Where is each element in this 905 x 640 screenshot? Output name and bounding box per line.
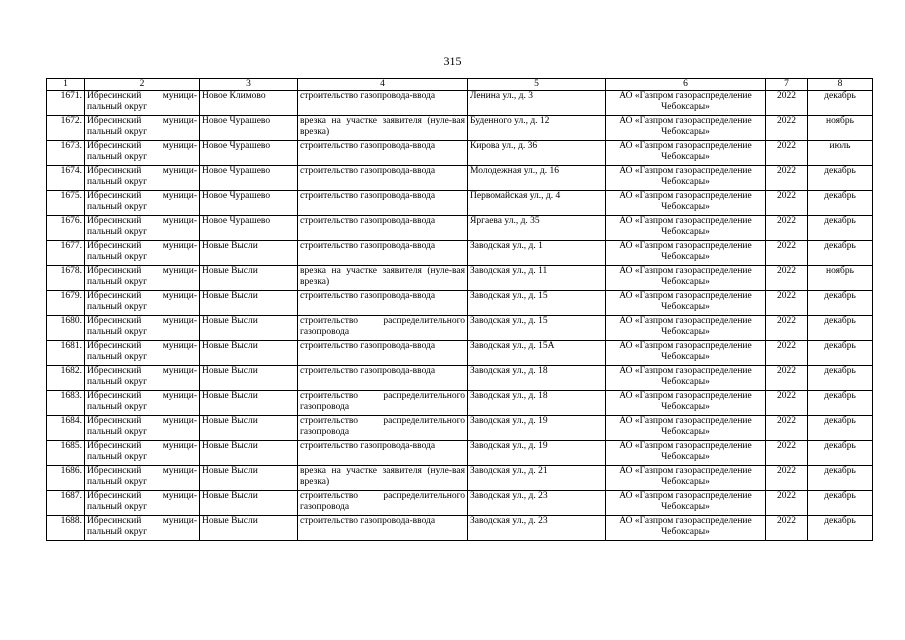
year-cell: 2022 bbox=[766, 116, 808, 141]
work-type-cell: строительство газопровода-ввода bbox=[298, 91, 468, 116]
table-row bbox=[47, 491, 873, 516]
address-cell: Заводская ул., д. 18 bbox=[468, 366, 606, 391]
row-number: 1681. bbox=[47, 341, 85, 366]
settlement-cell: Новое Климово bbox=[200, 91, 298, 116]
month-cell: декабрь bbox=[808, 341, 873, 366]
table-row bbox=[47, 291, 873, 316]
year-cell: 2022 bbox=[766, 491, 808, 516]
column-header: 4 bbox=[298, 79, 468, 91]
column-header: 2 bbox=[85, 79, 200, 91]
work-type-cell: строительство газопровода-ввода bbox=[298, 216, 468, 241]
district-cell: Ибресинский муници-пальный округ bbox=[85, 441, 200, 466]
settlement-cell: Новое Чурашево bbox=[200, 216, 298, 241]
row-number: 1678. bbox=[47, 266, 85, 291]
row-number: 1682. bbox=[47, 366, 85, 391]
settlement-cell: Новые Высли bbox=[200, 441, 298, 466]
organization-cell: АО «Газпром газораспределение Чебоксары» bbox=[606, 141, 766, 166]
work-type-cell: строительство газопровода-ввода bbox=[298, 516, 468, 541]
settlement-cell: Новое Чурашево bbox=[200, 191, 298, 216]
month-cell: декабрь bbox=[808, 291, 873, 316]
year-cell: 2022 bbox=[766, 291, 808, 316]
organization-cell: АО «Газпром газораспределение Чебоксары» bbox=[606, 266, 766, 291]
address-cell: Заводская ул., д. 15 bbox=[468, 291, 606, 316]
row-number: 1687. bbox=[47, 491, 85, 516]
table-row bbox=[47, 391, 873, 416]
organization-cell: АО «Газпром газораспределение Чебоксары» bbox=[606, 366, 766, 391]
organization-cell: АО «Газпром газораспределение Чебоксары» bbox=[606, 466, 766, 491]
organization-cell: АО «Газпром газораспределение Чебоксары» bbox=[606, 166, 766, 191]
district-cell: Ибресинский муници-пальный округ bbox=[85, 116, 200, 141]
district-cell: Ибресинский муници-пальный округ bbox=[85, 316, 200, 341]
month-cell: декабрь bbox=[808, 166, 873, 191]
row-number: 1686. bbox=[47, 466, 85, 491]
table-row bbox=[47, 141, 873, 166]
table-row bbox=[47, 266, 873, 291]
work-type-cell: врезка на участке заявителя (нуле-вая врезка) bbox=[298, 466, 468, 491]
organization-cell: АО «Газпром газораспределение Чебоксары» bbox=[606, 241, 766, 266]
district-cell: Ибресинский муници-пальный округ bbox=[85, 341, 200, 366]
work-type-cell: строительство газопровода-ввода bbox=[298, 141, 468, 166]
district-cell: Ибресинский муници-пальный округ bbox=[85, 491, 200, 516]
table-row bbox=[47, 441, 873, 466]
address-cell: Заводская ул., д. 19 bbox=[468, 441, 606, 466]
row-number: 1672. bbox=[47, 116, 85, 141]
table-body bbox=[47, 91, 873, 541]
row-number: 1674. bbox=[47, 166, 85, 191]
address-cell: Заводская ул., д. 23 bbox=[468, 516, 606, 541]
address-cell: Заводская ул., д. 11 bbox=[468, 266, 606, 291]
year-cell: 2022 bbox=[766, 241, 808, 266]
settlement-cell: Новые Высли bbox=[200, 316, 298, 341]
year-cell: 2022 bbox=[766, 366, 808, 391]
organization-cell: АО «Газпром газораспределение Чебоксары» bbox=[606, 216, 766, 241]
column-header: 3 bbox=[200, 79, 298, 91]
table-row bbox=[47, 516, 873, 541]
settlement-cell: Новые Высли bbox=[200, 416, 298, 441]
table-row bbox=[47, 166, 873, 191]
district-cell: Ибресинский муници-пальный округ bbox=[85, 366, 200, 391]
month-cell: декабрь bbox=[808, 441, 873, 466]
settlement-cell: Новые Высли bbox=[200, 491, 298, 516]
settlement-cell: Новое Чурашево bbox=[200, 116, 298, 141]
year-cell: 2022 bbox=[766, 216, 808, 241]
table-row bbox=[47, 416, 873, 441]
year-cell: 2022 bbox=[766, 316, 808, 341]
work-type-cell: строительство газопровода-ввода bbox=[298, 291, 468, 316]
settlement-cell: Новые Высли bbox=[200, 266, 298, 291]
address-cell: Кирова ул., д. 36 bbox=[468, 141, 606, 166]
row-number: 1673. bbox=[47, 141, 85, 166]
year-cell: 2022 bbox=[766, 191, 808, 216]
work-type-cell: строительство газопровода-ввода bbox=[298, 341, 468, 366]
work-type-cell: строительство распределительного газопровода bbox=[298, 391, 468, 416]
column-header: 8 bbox=[808, 79, 873, 91]
district-cell: Ибресинский муници-пальный округ bbox=[85, 516, 200, 541]
row-number: 1671. bbox=[47, 91, 85, 116]
table-row bbox=[47, 116, 873, 141]
month-cell: декабрь bbox=[808, 466, 873, 491]
organization-cell: АО «Газпром газораспределение Чебоксары» bbox=[606, 291, 766, 316]
district-cell: Ибресинский муници-пальный округ bbox=[85, 466, 200, 491]
row-number: 1683. bbox=[47, 391, 85, 416]
table-row bbox=[47, 466, 873, 491]
settlement-cell: Новые Высли bbox=[200, 466, 298, 491]
year-cell: 2022 bbox=[766, 466, 808, 491]
organization-cell: АО «Газпром газораспределение Чебоксары» bbox=[606, 316, 766, 341]
work-type-cell: строительство газопровода-ввода bbox=[298, 191, 468, 216]
settlement-cell: Новое Чурашево bbox=[200, 141, 298, 166]
year-cell: 2022 bbox=[766, 391, 808, 416]
settlement-cell: Новые Высли bbox=[200, 366, 298, 391]
month-cell: декабрь bbox=[808, 491, 873, 516]
district-cell: Ибресинский муници-пальный округ bbox=[85, 141, 200, 166]
month-cell: декабрь bbox=[808, 191, 873, 216]
organization-cell: АО «Газпром газораспределение Чебоксары» bbox=[606, 391, 766, 416]
district-cell: Ибресинский муници-пальный округ bbox=[85, 241, 200, 266]
address-cell: Яргаева ул., д. 35 bbox=[468, 216, 606, 241]
year-cell: 2022 bbox=[766, 91, 808, 116]
column-number-row bbox=[47, 79, 873, 91]
work-type-cell: строительство распределительного газопровода bbox=[298, 416, 468, 441]
year-cell: 2022 bbox=[766, 441, 808, 466]
address-cell: Молодежная ул., д. 16 bbox=[468, 166, 606, 191]
month-cell: ноябрь bbox=[808, 116, 873, 141]
work-type-cell: строительство распределительного газопровода bbox=[298, 491, 468, 516]
table-row bbox=[47, 341, 873, 366]
organization-cell: АО «Газпром газораспределение Чебоксары» bbox=[606, 91, 766, 116]
address-cell: Ленина ул., д. 3 bbox=[468, 91, 606, 116]
address-cell: Буденного ул., д. 12 bbox=[468, 116, 606, 141]
district-cell: Ибресинский муници-пальный округ bbox=[85, 91, 200, 116]
settlement-cell: Новые Высли bbox=[200, 341, 298, 366]
column-header: 6 bbox=[606, 79, 766, 91]
row-number: 1677. bbox=[47, 241, 85, 266]
month-cell: декабрь bbox=[808, 391, 873, 416]
address-cell: Заводская ул., д. 1 bbox=[468, 241, 606, 266]
row-number: 1680. bbox=[47, 316, 85, 341]
year-cell: 2022 bbox=[766, 416, 808, 441]
year-cell: 2022 bbox=[766, 266, 808, 291]
settlement-cell: Новые Высли bbox=[200, 391, 298, 416]
row-number: 1676. bbox=[47, 216, 85, 241]
month-cell: декабрь bbox=[808, 416, 873, 441]
table-row bbox=[47, 216, 873, 241]
column-header: 7 bbox=[766, 79, 808, 91]
district-cell: Ибресинский муници-пальный округ bbox=[85, 391, 200, 416]
work-type-cell: строительство газопровода-ввода bbox=[298, 166, 468, 191]
month-cell: декабрь bbox=[808, 91, 873, 116]
work-type-cell: строительство газопровода-ввода bbox=[298, 441, 468, 466]
year-cell: 2022 bbox=[766, 166, 808, 191]
table-row bbox=[47, 191, 873, 216]
organization-cell: АО «Газпром газораспределение Чебоксары» bbox=[606, 441, 766, 466]
work-type-cell: строительство газопровода-ввода bbox=[298, 241, 468, 266]
row-number: 1685. bbox=[47, 441, 85, 466]
settlement-cell: Новые Высли bbox=[200, 516, 298, 541]
month-cell: декабрь bbox=[808, 366, 873, 391]
address-cell: Заводская ул., д. 21 bbox=[468, 466, 606, 491]
organization-cell: АО «Газпром газораспределение Чебоксары» bbox=[606, 416, 766, 441]
work-type-cell: врезка на участке заявителя (нуле-вая врезка) bbox=[298, 266, 468, 291]
row-number: 1679. bbox=[47, 291, 85, 316]
table-row bbox=[47, 241, 873, 266]
month-cell: ноябрь bbox=[808, 266, 873, 291]
address-cell: Заводская ул., д. 18 bbox=[468, 391, 606, 416]
work-type-cell: врезка на участке заявителя (нуле-вая врезка) bbox=[298, 116, 468, 141]
row-number: 1675. bbox=[47, 191, 85, 216]
district-cell: Ибресинский муници-пальный округ bbox=[85, 216, 200, 241]
settlement-cell: Новые Высли bbox=[200, 291, 298, 316]
address-cell: Первомайская ул., д. 4 bbox=[468, 191, 606, 216]
row-number: 1688. bbox=[47, 516, 85, 541]
district-cell: Ибресинский муници-пальный округ bbox=[85, 266, 200, 291]
month-cell: декабрь bbox=[808, 241, 873, 266]
address-cell: Заводская ул., д. 15А bbox=[468, 341, 606, 366]
organization-cell: АО «Газпром газораспределение Чебоксары» bbox=[606, 191, 766, 216]
organization-cell: АО «Газпром газораспределение Чебоксары» bbox=[606, 341, 766, 366]
month-cell: июль bbox=[808, 141, 873, 166]
year-cell: 2022 bbox=[766, 141, 808, 166]
district-cell: Ибресинский муници-пальный округ bbox=[85, 416, 200, 441]
address-cell: Заводская ул., д. 15 bbox=[468, 316, 606, 341]
organization-cell: АО «Газпром газораспределение Чебоксары» bbox=[606, 116, 766, 141]
table-row bbox=[47, 91, 873, 116]
month-cell: декабрь bbox=[808, 216, 873, 241]
district-cell: Ибресинский муници-пальный округ bbox=[85, 291, 200, 316]
month-cell: декабрь bbox=[808, 316, 873, 341]
organization-cell: АО «Газпром газораспределение Чебоксары» bbox=[606, 491, 766, 516]
table-row bbox=[47, 316, 873, 341]
district-cell: Ибресинский муници-пальный округ bbox=[85, 191, 200, 216]
row-number: 1684. bbox=[47, 416, 85, 441]
gas-connection-table bbox=[46, 78, 873, 541]
column-header: 5 bbox=[468, 79, 606, 91]
settlement-cell: Новое Чурашево bbox=[200, 166, 298, 191]
district-cell: Ибресинский муници-пальный округ bbox=[85, 166, 200, 191]
work-type-cell: строительство распределительного газопровода bbox=[298, 316, 468, 341]
address-cell: Заводская ул., д. 19 bbox=[468, 416, 606, 441]
settlement-cell: Новые Высли bbox=[200, 241, 298, 266]
page-number: 315 bbox=[443, 54, 462, 68]
month-cell: декабрь bbox=[808, 516, 873, 541]
address-cell: Заводская ул., д. 23 bbox=[468, 491, 606, 516]
table-row bbox=[47, 366, 873, 391]
organization-cell: АО «Газпром газораспределение Чебоксары» bbox=[606, 516, 766, 541]
work-type-cell: строительство газопровода-ввода bbox=[298, 366, 468, 391]
year-cell: 2022 bbox=[766, 341, 808, 366]
column-header: 1 bbox=[47, 79, 85, 91]
year-cell: 2022 bbox=[766, 516, 808, 541]
